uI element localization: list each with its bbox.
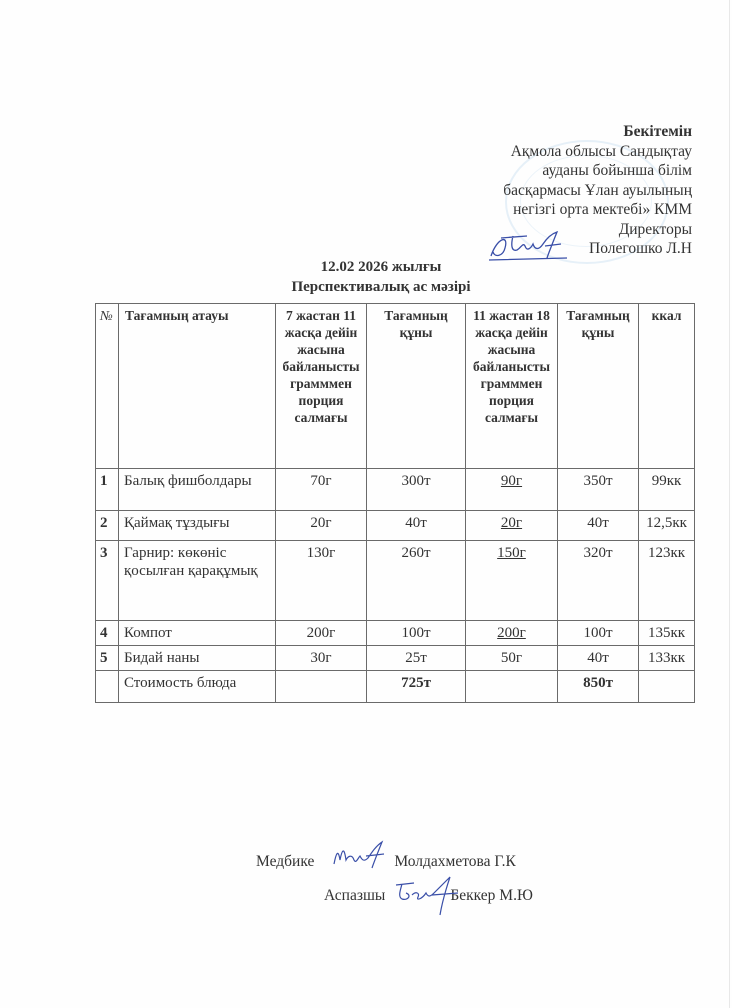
- weight-11-18: 90г: [466, 469, 558, 511]
- table-row: [96, 621, 695, 646]
- director-signature-icon: [487, 228, 577, 262]
- header-price-11-18: Тағамның құны: [558, 304, 639, 469]
- dish-name: Балық фишболдары: [119, 469, 276, 511]
- header-dish-name: Тағамның атауы: [119, 304, 276, 469]
- table-row: [96, 541, 695, 621]
- total-weight-7-11: [276, 671, 367, 703]
- table-header-row: [96, 304, 695, 469]
- nurse-signature-icon: [330, 840, 390, 870]
- weight-11-18: 50г: [466, 646, 558, 671]
- total-price-11-18: 850т: [558, 671, 639, 703]
- date-line: 12.02 2026 жылғы: [320, 259, 442, 275]
- header-weight-11-18: 11 жастан 18 жасқа дейін жасына байланысты грамммен порция салмағы: [466, 304, 558, 469]
- table-row: [96, 469, 695, 511]
- price-7-11: 100т: [367, 621, 466, 646]
- row-number: 4: [96, 621, 119, 646]
- approval-heading: Бекітемін: [623, 123, 692, 140]
- weight-11-18: 150г: [466, 541, 558, 621]
- kcal: 133кк: [639, 646, 695, 671]
- table-row: [96, 511, 695, 541]
- weight-11-18: 20г: [466, 511, 558, 541]
- approval-line: басқармасы Ұлан ауылының: [503, 181, 692, 199]
- price-11-18: 40т: [558, 646, 639, 671]
- kcal: 123кк: [639, 541, 695, 621]
- menu-title: Перспективалық ас мәзірі: [291, 279, 471, 295]
- total-price-7-11: 725т: [367, 671, 466, 703]
- cook-name: Беккер М.Ю: [450, 887, 533, 904]
- table-row: [96, 646, 695, 671]
- cook-signature-icon: [392, 875, 462, 917]
- price-11-18: 40т: [558, 511, 639, 541]
- row-number: 1: [96, 469, 119, 511]
- menu-table: [95, 303, 695, 703]
- dish-name: Гарнир: көкөніс қосылған қарақұмық: [119, 541, 276, 621]
- weight-7-11: 130г: [276, 541, 367, 621]
- dish-name: Бидай наны: [119, 646, 276, 671]
- director-name: Полегошко Л.Н: [589, 240, 692, 257]
- weight-7-11: 70г: [276, 469, 367, 511]
- approval-line: негізгі орта мектебі» КММ: [513, 201, 692, 218]
- total-weight-11-18: [466, 671, 558, 703]
- header-kcal: ккал: [639, 304, 695, 469]
- header-weight-7-11: 7 жастан 11 жасқа дейін жасына байланысты грамммен порция салмағы: [276, 304, 367, 469]
- nurse-role: Медбике: [256, 853, 315, 870]
- price-11-18: 320т: [558, 541, 639, 621]
- header-price-7-11: Тағамның құны: [367, 304, 466, 469]
- price-7-11: 300т: [367, 469, 466, 511]
- kcal: 99кк: [639, 469, 695, 511]
- weight-7-11: 20г: [276, 511, 367, 541]
- price-7-11: 260т: [367, 541, 466, 621]
- total-row: [96, 671, 695, 703]
- weight-7-11: 30г: [276, 646, 367, 671]
- kcal: 12,5кк: [639, 511, 695, 541]
- total-label: Стоимость блюда: [119, 671, 276, 703]
- scan-edge: [729, 0, 730, 1008]
- dish-name: Қаймақ тұздығы: [119, 511, 276, 541]
- row-number: 3: [96, 541, 119, 621]
- approval-line: Ақмола облысы Сандықтау: [510, 142, 692, 160]
- total-kcal: [639, 671, 695, 703]
- approval-line: ауданы бойынша білім: [542, 162, 692, 179]
- price-11-18: 100т: [558, 621, 639, 646]
- price-11-18: 350т: [558, 469, 639, 511]
- approval-line: Директоры: [618, 220, 692, 238]
- dish-name: Компот: [119, 621, 276, 646]
- row-number: 2: [96, 511, 119, 541]
- nurse-name: Молдахметова Г.К: [394, 853, 516, 870]
- row-number: 5: [96, 646, 119, 671]
- weight-7-11: 200г: [276, 621, 367, 646]
- kcal: 135кк: [639, 621, 695, 646]
- weight-11-18: 200г: [466, 621, 558, 646]
- price-7-11: 40т: [367, 511, 466, 541]
- header-number: №: [96, 304, 119, 469]
- total-number-cell: [96, 671, 119, 703]
- price-7-11: 25т: [367, 646, 466, 671]
- cook-role: Аспазшы: [324, 887, 386, 904]
